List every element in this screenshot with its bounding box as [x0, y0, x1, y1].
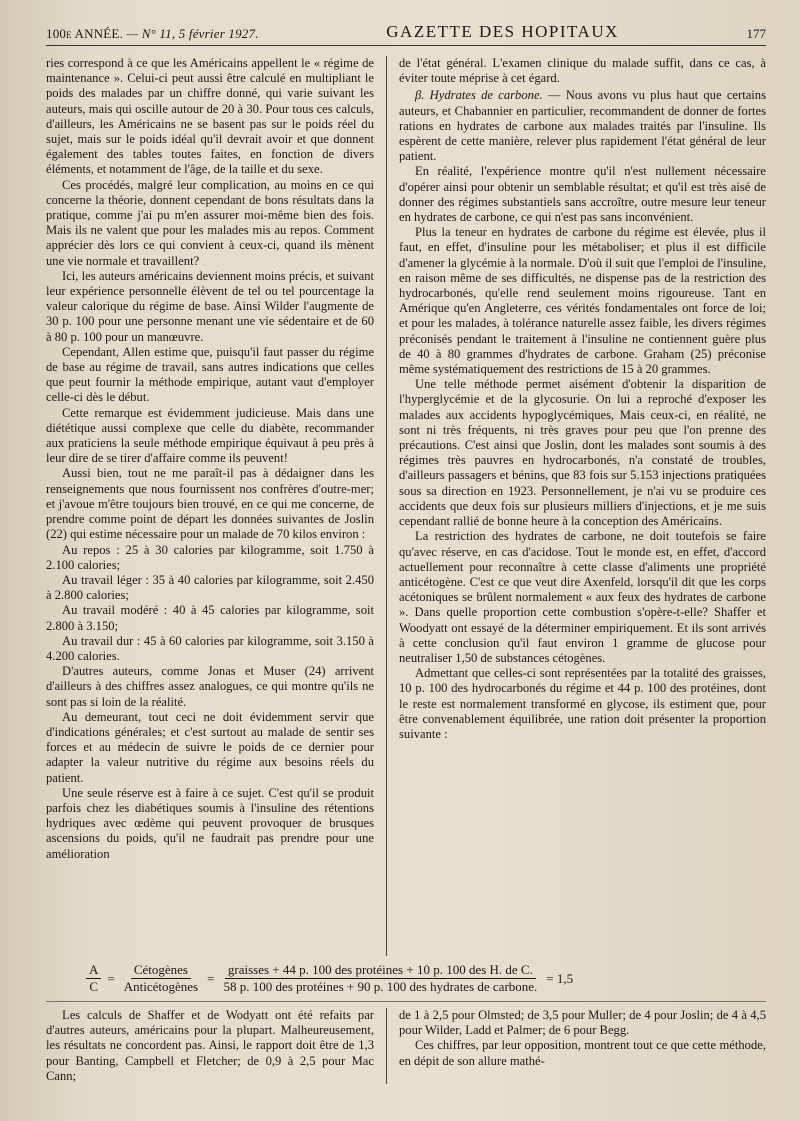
bottom-right-column — [386, 1008, 766, 1084]
fraction-denominator: Anticétogènes — [123, 979, 199, 994]
fraction-numerator: A — [86, 962, 101, 979]
list-item: Au repos : 25 à 30 calories par kilogramme, soit 1.750 à 2.100 calories; — [46, 542, 374, 572]
bottom-columns — [46, 1001, 766, 1084]
year-label: 100e ANNÉE. — [46, 26, 124, 41]
paragraph: de l'état général. L'examen clinique du malade suffit, dans ce cas, à éviter toute méprise à cet égard. — [399, 56, 766, 86]
equals-sign: = — [207, 970, 215, 986]
fraction-denominator: 58 p. 100 des protéines + 90 p. 100 des hydrates de carbone. — [223, 979, 538, 994]
paragraph: Les calculs de Shaffer et de Wodyatt ont été refaits par d'autres auteurs, américains pour la plupart. Malheureusement, les résultats ne concordent pas. Ainsi, le rapport doit être de 1,3 pour Banting, Campbell et Fletcher; de 0,9 à 2,5 pour Mac Cann; — [46, 1008, 374, 1083]
paragraph: Plus la teneur en hydrates de carbone du régime est élevée, plus il faut, en effet, d'insuline pour les métaboliser; et plus il est difficile d'amener la glycémie à la normale. D'où il suit que l'emploi de l'insuline, en raison même de ses difficultés, ne dispense pas de la restriction des hydrocarbonés, qu'elle rend seulement moins rigoureuse. Tant en Amérique qu'en Angleterre, ces vérités fondamentales ont force de loi; et pour les malades, à tolérance naturelle assez faible, les divers régimes préconisés pendant le traitement à l'insuline ne contiennent guère plus de 40 à 80 grammes d'hydrates de carbone. Graham (25) préconise même systématiquement des restrictions de 15 à 20 grammes. — [399, 225, 766, 377]
journal-title: GAZETTE DES HOPITAUX — [386, 22, 619, 41]
paragraph: Une seule réserve est à faire à ce sujet. C'est qu'il se produit parfois chez les diabétiques soumis à l'insuline des rétentions hydriques avec œdème qui peuvent provoquer de brusques ascensions du poids, qu'il ne faudrait pas prendre pour une amélioration — [46, 785, 374, 861]
fraction-numerator: Cétogènes — [131, 962, 191, 979]
page-header — [46, 14, 766, 46]
fraction-denominator: C — [89, 979, 99, 994]
paragraph-text: — Nous avons vu plus haut que certains auteurs, et Chabannier en particulier, recommandent de donner de fortes rations en hydrates de carbone aux malades traités par l'insuline. Ils espèrent de cette manière, relever plus rapidement l'état général de leur patient. — [399, 88, 766, 164]
issue-number: — N° 11, 5 février 1927. — [126, 26, 259, 41]
left-column — [46, 56, 386, 956]
issue-info — [46, 26, 259, 42]
section-heading: β. Hydrates de carbone. — [415, 88, 543, 103]
list-item: Au travail dur : 45 à 60 calories par kilogramme, soit 3.150 à 4.200 calories. — [46, 633, 374, 663]
paragraph: ries correspond à ce que les Américains appellent le « régime de maintenance ». Celui-ci peut aussi être calculé en multipliant le poids des malades par un chiffre donné, qui varie suivant les auteurs, mais qui oscille autour de 20 à 30. Pour tous ces calculs, d'ailleurs, les Américains ne se basent pas sur le poids réel du sujet, mais sur le poids idéal qu'il devrait avoir et que donnent également des tables toutes faites, en fonction de divers éléments, et notamment de l'âge, de la taille et du sexe. — [46, 56, 374, 177]
list-item: Au travail modéré : 40 à 45 calories par kilogramme, soit 2.800 à 3.150; — [46, 603, 374, 633]
paragraph: Ici, les auteurs américains deviennent moins précis, et suivant leur expérience personnelle élèvent de tel ou tel pourcentage la valeur calorique du régime de base. Ainsi Wilder l'augmente de 30 p. 100 pour une personne menant une vie sédentaire et de 60 à 80 p. 100 pour un manœuvre. — [46, 268, 374, 344]
bottom-left-column — [46, 1008, 386, 1084]
paragraph: La restriction des hydrates de carbone, ne doit toutefois se faire qu'avec réserve, en cas d'acidose. Tout le monde est, en effet, d'accord actuellement pour reconnaître à cette classe d'aliments une propriété anticétogène. C'est ce que veut dire Axenfeld, lorsqu'il dit que les corps acétoniques se brûlent normalement « aux feux des hydrates de carbone ». Dans quelle proportion cette combustion s'opère-t-elle? Shaffer et Woodyatt ont essayé de la déterminer empiriquement. Et ils sont arrivés à cette conclusion qu'il faut environ 1 gramme de glucose pour neutraliser 1,50 de substances cétogènes. — [399, 529, 766, 665]
page-number: 177 — [746, 26, 766, 41]
paragraph: Cependant, Allen estime que, puisqu'il faut passer du régime de base au régime de travail, sans autres indications que celles que peut fournir la méthode empirique, autant vaut d'employer celle-ci dès le début. — [46, 344, 374, 405]
paragraph: Une telle méthode permet aisément d'obtenir la disparition de l'hyperglycémie et de la glycosurie. On lui a reproché d'exposer les malades aux accidents hypoglycémiques, Mais ceux-ci, en réalité, ne sont ni très fréquents, ni très graves pour peu que l'on prenne des précautions. C'est ainsi que Joslin, dont les malades sont soumis à des régimes très pauvres en hydrocarbonés, n'a constaté de troubles, d'ailleurs passagers et bénins, que 83 fois sur 5.153 injections pratiquées sous sa direction en 1923. Personnellement, je n'ai vu se produire ces accidents que deux fois sur plusieurs milliers d'injections, et je me suis cependant rallié de bonne heure à la conception des Américains. — [399, 377, 766, 529]
formula-result: = 1,5 — [546, 970, 574, 986]
fraction-ac — [86, 962, 101, 995]
paragraph: Ces procédés, malgré leur complication, au moins en ce qui concerne la théorie, donnent cependant de bons résultats dans la pratique, comme j'ai pu m'en assurer moi-même bien des fois. Mais ils ne valent que pour les malades mis au repos. Comment apprécier dès lors ce qui convient à ceux-ci, quand ils mènent une vie normale et travaillent? — [46, 177, 374, 268]
paragraph: En réalité, l'expérience montre qu'il n'est nullement nécessaire d'opérer ainsi pour obtenir un semblable résultat; et qu'il est très aisé de donner des régimes substantiels sans accroître, outre mesure leur teneur en hydrates de carbone, ce qui n'est pas sans inconvénient. — [399, 164, 766, 225]
paragraph: Aussi bien, tout ne me paraît-il pas à dédaigner dans les renseignements que nous fournissent nos confrères d'outre-mer; et j'avoue m'être toujours bien trouvé, en ce qui me concerne, de prendre comme point de départ les données suivantes de Joslin (22) qui estime nécessaire pour un malade de 70 kilos environ : — [46, 466, 374, 542]
two-column-body — [46, 56, 766, 956]
paragraph: Cette remarque est évidemment judicieuse. Mais dans une diététique aussi complexe que celle du diabète, recommander aux praticiens la seule méthode empirique équivaut à peu près à leur dire de se tirer d'affaire comme ils peuvent! — [46, 405, 374, 466]
paragraph: Admettant que celles-ci sont représentées par la totalité des graisses, 10 p. 100 des hydrocarbonés du régime et 44 p. 100 des protéines, dont le reste est normalement transformé en glycose, ils estiment que, pour être convenablement équilibrée, une ration doit présenter la proportion suivante : — [399, 666, 766, 741]
paragraph: D'autres auteurs, comme Jonas et Muser (24) arrivent d'ailleurs à des chiffres assez analogues, ce qui montre qu'ils ne sont pas si loin de la réalité. — [46, 664, 374, 709]
paragraph — [399, 88, 766, 164]
list-item: Au travail léger : 35 à 40 calories par kilogramme, soit 2.450 à 2.800 calories; — [46, 572, 374, 603]
fraction-numerator: graisses + 44 p. 100 des protéines + 10 p. 100 des H. de C. — [225, 962, 536, 979]
fraction-cetogenes — [121, 962, 201, 995]
paragraph: Ces chiffres, par leur opposition, montrent tout ce que cette méthode, en dépit de son allure mathé- — [399, 1038, 766, 1068]
right-column — [386, 56, 766, 956]
fraction-expression — [220, 962, 540, 995]
paragraph: Au demeurant, tout ceci ne doit évidemment servir que d'indications générales; et c'est surtout au malade de sentir ses forces et au médecin de suivre le poids de ce dernier pour adapter la valeur nutritive du régime aux besoins réels du patient. — [46, 709, 374, 785]
ratio-formula — [86, 962, 766, 995]
equals-sign: = — [107, 970, 115, 986]
paragraph: de 1 à 2,5 pour Olmsted; de 3,5 pour Muller; de 4 pour Joslin; de 4 à 4,5 pour Wilder, Ladd et Palmer; de 6 pour Begg. — [399, 1008, 766, 1038]
